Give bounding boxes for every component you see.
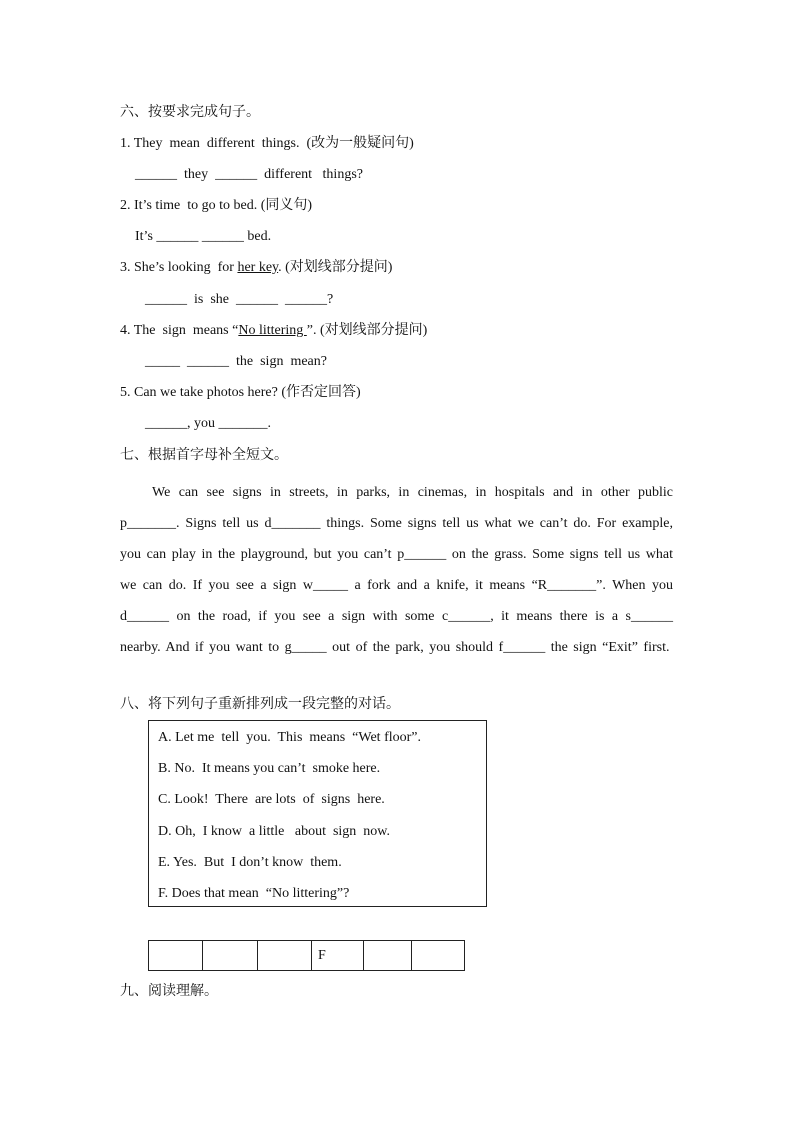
question-4-prefix: 4. The sign means “ (120, 323, 239, 338)
answer-order-table (148, 940, 465, 971)
answer-cell-4[interactable]: F (312, 941, 364, 971)
question-4 (120, 322, 427, 340)
section-7-title: 七、根据首字母补全短文。 (120, 447, 288, 463)
question-3-underlined: her key (237, 260, 279, 275)
section-9-title: 九、阅读理解。 (120, 983, 218, 999)
answer-cell-6[interactable] (412, 941, 465, 971)
option-d: D. Oh, I know a little about sign now. (158, 824, 391, 839)
answer-4-blanks: _____ ______ the sign mean? (145, 354, 327, 369)
answer-cell-3[interactable] (258, 941, 312, 971)
answer-5-blanks: ______, you _______. (145, 416, 271, 431)
answer-2-blanks: It’s ______ ______ bed. (135, 229, 272, 244)
question-3-suffix: . (对划线部分提问) (278, 260, 393, 275)
answer-3-blanks: ______ is she ______ ______? (145, 292, 334, 307)
answer-order-row (149, 941, 465, 971)
section-6-title: 六、按要求完成句子。 (120, 104, 260, 120)
answer-1-blanks: ______ they ______ different things? (135, 167, 363, 182)
cloze-passage-text: We can see signs in streets, in parks, in cinemas, in hospitals and in other public p_______. Signs tell us d_______ things. Some signs tell us what we can’t do. For example, you can play in the playground, but you can’t p______ on the grass. Some signs tell us what we can do. If you see a sign w_____ a fork and a knife, it means “R_______”. When you d______ on the road, if you see a sign with some c______, it means there is a s______ nearby. And if you want to g_____ out of the park, you should f______ the sign “Exit” first. (120, 485, 673, 655)
question-5: 5. Can we take photos here? (作否定回答) (120, 385, 361, 400)
question-1: 1. They mean different things. (改为一般疑问句) (120, 136, 414, 151)
question-3-prefix: 3. She’s looking for (120, 260, 238, 275)
question-4-underlined: No littering (238, 323, 307, 338)
option-a: A. Let me tell you. This means “Wet floor”. (158, 730, 421, 745)
section-8-title: 八、将下列句子重新排列成一段完整的对话。 (120, 696, 400, 712)
question-3 (120, 259, 392, 277)
option-f: F. Does that mean “No littering”? (158, 886, 350, 901)
question-2: 2. It’s time to go to bed. (同义句) (120, 198, 313, 213)
question-4-suffix: ”. (对划线部分提问) (306, 323, 428, 338)
cloze-passage (120, 477, 673, 663)
answer-cell-5[interactable] (364, 941, 412, 971)
dialogue-options-box (148, 720, 487, 907)
option-e: E. Yes. But I don’t know them. (158, 855, 342, 870)
option-b: B. No. It means you can’t smoke here. (158, 761, 381, 776)
option-c: C. Look! There are lots of signs here. (158, 792, 385, 807)
answer-cell-1[interactable] (149, 941, 203, 971)
answer-cell-2[interactable] (203, 941, 258, 971)
